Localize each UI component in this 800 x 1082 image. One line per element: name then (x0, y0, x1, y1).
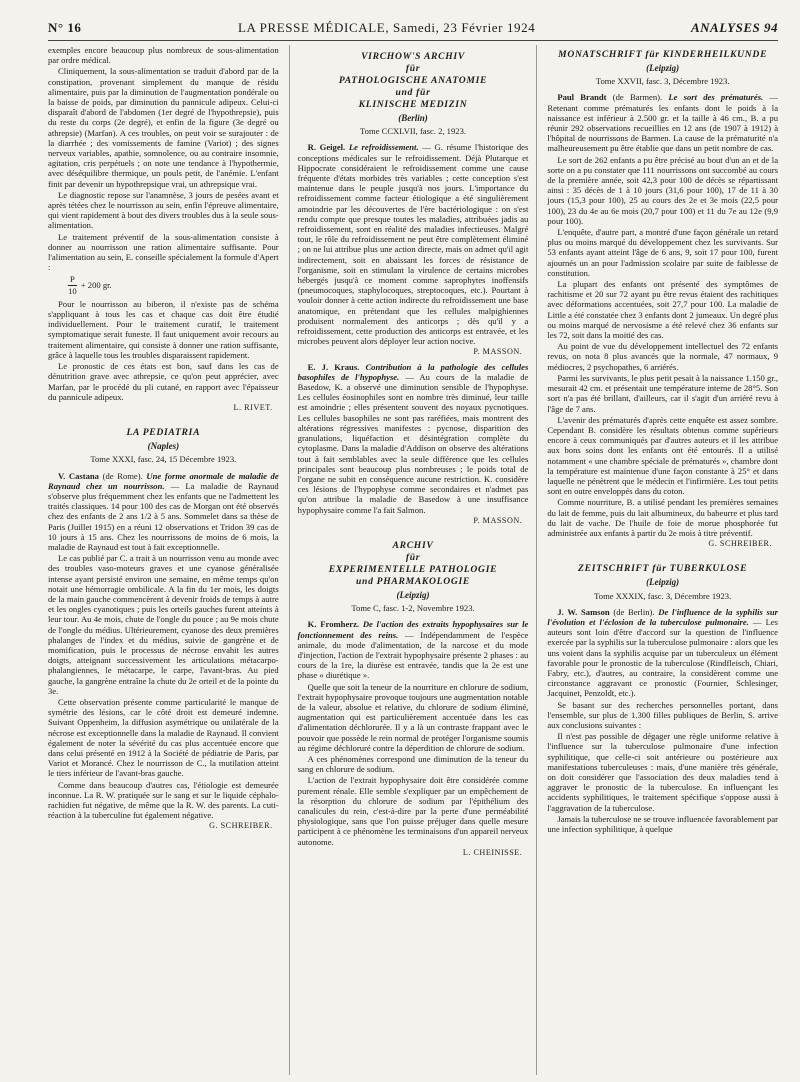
apert-formula (68, 274, 279, 295)
signature: G. SCHREIBER. (708, 539, 773, 549)
article-text: — Les auteurs sont loin d'être d'accord sur la question de l'influence exercée par la syphilis sur la tuberculose pulmonaire : alors que les uns voient dans la syphilis acquise par un tuberculeux un élément favorable pour le pronostic de la tuberculose (Rindfleisch, Chiari, Fabry, etc.), d'autres, au contraire, la considèrent comme une circonstance aggravant ce pronostic (Fournier, Schlesinger, Jacquinet, Penzoldt, etc.). (547, 616, 779, 699)
paragraph: Comme nourriture, B. a utilisé pendant les premières semaines du lait de femme, puis du lait albumineux, du babeurre et plus tard du lait de vache. De l'huile de foie de morue phosphorée fut administrée aux enfants à partir du 2e mois à titre préventif. (547, 497, 779, 538)
journal-heading (48, 427, 279, 464)
paragraph: Cette observation présente comme particularité le manque de symétrie des lésions, car le côté droit est demeuré indemne. Suivant Oppenheim, la diffusion asymétrique ou unilatérale de la nécrose est exceptionnelle dans la maladie de Raynaud. Il convient également de noter la sévérité du cas plus accentuée encore que dans celui présenté en 1912 à la Société de pédiatrie de Paris, par Variot et Morancé. Chez le nourrisson de C., la mutilation atteint le tiers inférieur de l'avant-bras gauche. (48, 696, 279, 779)
paragraph: Parmi les survivants, le plus petit pesait à la naissance 1.150 gr., mesurait 42 cm. et présentait une température interne de 28°5. Son sort n'a pas été brillant, d'ailleurs, car il s'agit d'un arriéré revu à l'âge de 7 ans. (547, 372, 779, 414)
article-title: Une forme anormale de maladie de Raynaud chez un nourrisson. (48, 470, 279, 491)
paragraph: Pour le nourrisson au biberon, il n'existe pas de schéma s'appliquant à tous les cas et chaque cas doit être étudié individuellement. Pour le traitement curatif, le traitement symptomatique serait funeste. Il faut uniquement avoir recours au traitement alimentaire, qui consiste à donner une ration suffisante, grâce à laquelle tous les troubles disparaissent rapidement. (48, 298, 279, 360)
journal-city: (Naples) (147, 441, 180, 452)
article-text: — Retenant comme prématurés les enfants dont le poids à la naissance est inférieur à 2.500 gr. et la taille à 46 cm., B. a pu réunir 292 observations recueillies en 12 ans (de 1907 à 1912) à l'hôpital de nourrissons de Barmen. La cause de la prématurité n'a malheureusement pu être établie que dans un petit nombre de cas. (547, 92, 779, 154)
journal-title: für (405, 63, 421, 74)
journal-title: ZEITSCHRIFT für TUBERKULOSE (578, 563, 748, 575)
paragraph: Comme dans beaucoup d'autres cas, l'étiologie est demeurée inconnue. La R. W. pratiquée sur le sang et sur le liquide céphalo-rachidien fut négative, de même que la R. W. des parents. La cuti-réaction à la tuberculine fut également négative. (48, 779, 279, 821)
article-intro (48, 471, 279, 553)
paragraph: Il n'est pas possible de dégager une règle uniforme relative à l'influence sur la tuberculose pulmonaire d'une infection syphilitique, que celle-ci soit antérieure ou postérieure aux manifestations tuberculeuses : mais, d'une manière très générale, on doit considérer que l'association des deux maladies tend à aggraver le pronostic de la tuberculose. En influençant les accidents syphilitiques, le traitement spécifique s'oppose aussi à l'aggravation de la tuberculose. (547, 731, 779, 813)
signature: L. RIVET. (233, 402, 273, 412)
journal-volume: Tome CCXLVII, fasc. 2, 1923. (360, 126, 467, 137)
paragraph: L'action de l'extrait hypophysaire doit être considérée comme purement rénale. Elle semble s'expliquer par un empêchement de la résorption du chlorure de sodium par l'épithélium des canalicules du rein, c'est-à-dire par la perte d'une perméabilité physiologique, sans que l'on puisse préjuger dans quelle mesure participent à ce phénomène les terminaisons d'un appareil nerveux autonome. (297, 775, 529, 847)
journal-heading (547, 563, 778, 600)
article-author-location: (de Barmen). (612, 92, 663, 103)
article-intro (298, 619, 529, 680)
article-author-location: (de Rome). (102, 470, 143, 481)
signature: P. MASSON. (473, 515, 523, 525)
paragraph: Le diagnostic repose sur l'anamnèse, 3 jours de pesées avant et après tétées chez le nourrisson au sein, enfin l'épreuve alimentaire, qui vient rapidement à bout des divers troubles dus à la seule sous-alimentation. (48, 189, 279, 231)
article-text: — G. résume l'historique des conceptions médicales sur le refroidissement. Déjà Plutarque et Hippocrate considéraient le refroidissement comme une cause fréquente d'états morbides très variables ; cette conception s'est maintenue dans le peuple jusqu'à nos jours. L'importance du refroidissement comme facteur étiologique a été singulièrement amoindrie par les découvertes de l'ère bactériologique : on s'est rendu compte que presque toutes les maladies, attribuées jadis au refroidissement, sont en réalité des maladies infectieuses. Malgré tout, le rôle du refroidissement ne peut être complètement éliminé ; on ne lui attribue plus une action directe, mais on admet qu'il agit indirectement, soit en abaissant les forces de résistance de l'organisme, soit en stimulant la virulence de certains microbes hébergés jusqu'à ce moment comme saprophytes inoffensifs (pneumocoques, staphylocoques, streptocoques, etc.). Pourtant à vouloir donner à cette action indirecte du refroidissement une base anatomique, en prétendant que les cellules malpighiennes produisent normalement des anticorps ; dès qu'il y a refroidissement, cette production des anticorps est entravée, et les microbes peuvent alors déployer leur action nocive. (297, 142, 529, 347)
column-2 (289, 45, 538, 1075)
journal-title: VIRCHOW'S ARCHIV (361, 51, 465, 62)
paragraph: Quelle que soit la teneur de la nourriture en chlorure de sodium, l'extrait hypophysaire provoque toujours une augmentation notable de la valeur, absolue et relative, du chlorure de sodium éliminé, augmentation qui est particulièrement accentuée dans les cas d'alimentation déchlorurée. Il y a là un contraste frappant avec le pouvoir que possède le rein normal de protéger l'organisme soumis au régime déchloruré contre la déperdition de chlorure de sodium. (297, 681, 529, 753)
paragraph: Se basant sur des recherches personnelles portant, dans l'ensemble, sur plus de 1.300 filles publiques de Berlin, S. arrive aux conclusions suivantes : (547, 699, 779, 730)
formula-numerator: P (70, 274, 75, 285)
section-label: ANALYSES 94 (690, 20, 778, 35)
journal-city: (Leipzig) (646, 577, 680, 588)
article-author-location: (de Berlin). (613, 606, 655, 617)
paragraph: La plupart des enfants ont présenté des symptômes de rachitisme et 20 sur 72 ayant pu être revus étaient des rachitiques avec déformations accentuées, soit 27,7 pour 100. La maladie de Little a été constatée chez 3 enfants dont 2 jumeaux. Un degré plus ou moins marqué de nervosisme a été relevé chez 36 enfants sur les 72, soit dans la moitié des cas. (547, 279, 779, 341)
article-title: De l'action des extraits hypophysaires sur le fonctionnement des reins. (297, 619, 529, 640)
journal-heading (298, 540, 529, 613)
article-intro (298, 142, 529, 346)
journal-title: und PHARMAKOLOGIE (356, 575, 470, 587)
formula-remainder: + 200 gr. (80, 280, 112, 291)
paragraph: A ces phénomènes correspond une diminution de la teneur du sang en chlorure de sodium. (297, 753, 529, 775)
journal-heading (547, 49, 778, 86)
paragraph: Le traitement préventif de la sous-alimentation consiste à donner au nourrisson une ration alimentaire suffisante. Pour l'alimentation au sein, E. conseille spécialement la formule d'Apert : (48, 231, 279, 273)
article-title: Le sort des prématurés. (668, 92, 764, 103)
paragraph: Jamais la tuberculose ne se trouve influencée favorablement par une infection syphilitique, à quelque (547, 813, 779, 835)
journal-title: KLINISCHE MEDIZIN (358, 99, 468, 110)
article-author: R. Geigel. (307, 142, 346, 153)
paragraph: Le pronostic de ces états est bon, sauf dans les cas de dénutrition grave avec athrepsie, ce qu'on peut apprécier, avec Marfan, par le procédé du pli cutané, en rapport avec l'épaisseur du pannicule adipeux. (48, 361, 279, 402)
article-title: Contribution à la pathologie des cellules basophiles de l'hypophyse. (297, 361, 529, 382)
paragraph: L'avenir des prématurés d'après cette enquête est assez sombre. Cependant B. considère les résultats obtenus comme supérieurs encore à ceux communiqués par d'autres auteurs et il les attribue aux bons soins dont les enfants ont été entourés. Il a utilisé notamment « une chambre spéciale de prématurés », chambre dont la température est maintenue d'une façon constante à 25° et dans laquelle ne pénètrent que le médecin et l'infirmière. Les tout petits sont en outre enveloppés dans du coton. (547, 414, 779, 497)
journal-city: (Leipzig) (646, 63, 680, 73)
journal-city: (Berlin) (398, 113, 428, 123)
article-author: E. J. Kraus. (307, 361, 360, 372)
signature: L. CHEINISSE. (462, 847, 523, 857)
signature: P. MASSON. (473, 347, 523, 357)
journal-volume: Tome XXXIX, fasc. 3, Décembre 1923. (594, 590, 732, 601)
journal-title: LA PEDIATRIA (126, 427, 201, 439)
page-header (48, 14, 778, 41)
formula-denominator: 10 (68, 285, 77, 296)
article-text: — Indépendamment de l'espèce animale, du mode d'alimentation, de la narcose et du mode d'injection, l'action de l'extrait hypophysaire présente 2 phases : au cours de la 1re, la diurèse est entravée, tandis que la 2e est une phase « diurétique ». (297, 629, 529, 681)
journal-volume: Tome XXXI, fasc. 24, 15 Décembre 1923. (90, 454, 237, 465)
article-intro (298, 362, 529, 515)
article-title: Le refroidissement. (348, 142, 419, 153)
paragraph: Au point de vue du développement intellectuel des 72 enfants revus, on nota 8 plus avancés que la normale, 47 normaux, 9 médiocres, 2 psychopathes, 6 arriérés. (547, 341, 779, 372)
article-text: — Au cours de la maladie de Basedow, K. a observé une diminution sensible de l'hypophyse. Les cellules éosinophiles sont en nombre très diminué, leur taille est amoindrie ; elles présentent souvent des noyaux pycnotiques. Les cellules basophiles ne sont pas raréfiées, mais montrent des altérations régressives manifestes : pycnose, disparition des granulations, liquéfaction et désintégration complète du cytoplasme. Dans la maladie d'Addison on observe des altérations tout à fait semblables avec la seule différence que les cellules principales sont beaucoup plus nombreuses ; le poids total de l'organe ne subit en conséquence aucune restriction. K. considère ces lésions de l'hypophyse comme secondaires et n'admet pas qu'on attribue la maladie de Basedow à une insuffisance hypophysaire comme l'a fait Salmon. (297, 371, 529, 515)
columns (48, 45, 778, 1075)
signature: G. SCHREIBER. (209, 821, 273, 831)
journal-volume: Tome C, fasc. 1-2, Novembre 1923. (351, 603, 475, 614)
article-text: — La maladie de Raynaud s'observe plus fréquemment chez les enfants que ne l'admettent les traités classiques. 14 pour 100 des cas de Morgan ont été observés chez des enfants de 2 ans 1/2 à 5 ans. Sommelet dans sa thèse de Paris (Juillet 1915) en a réuni 12 observations et Tridon 39 cas de 10 jours à 15 ans. Chez les nourrissons de moins de 6 mois, la maladie de Raynaud est tout à fait exceptionnelle. (48, 480, 279, 552)
journal-title: EXPERIMENTELLE PATHOLOGIE (328, 563, 498, 575)
publication-title: LA PRESSE MÉDICALE, Samedi, 23 Février 1924 (238, 20, 536, 35)
article-author: V. Castana (58, 470, 99, 481)
paragraph: Cliniquement, la sous-alimentation se traduit d'abord par de la constipation, provenant simplement du manque de résidu alimentaire, puis par la diminution de l'augmentation pondérale ou la baisse de poids, par diminution du pannicule adipeux. Celui-ci disparaît d'abord de l'abdomen (1er degré de l'hypothrepsie), puis du reste du corps (2e degré), et enfin de la figure (3e degré ou athrepsie) (Marfan). A ces troubles, on peut voir se surajouter : de la diarrhée ; des vomissements de famine (Variot) ; des signes nerveux variables, apathie, somnolence, ou au contraire insomnie, agitation, cris perpétuels ; on note une tendance à l'hypothermie, avec déséquilibre thermique, un pouls petit, de l'anémie. L'enfant finit par devenir un hypothrepsique vrai, un athrepsique vrai. (48, 66, 279, 189)
article-author: K. Fromherz. (307, 619, 360, 630)
column-1 (48, 45, 279, 1075)
page-number: N° 16 (48, 20, 82, 35)
paragraph: Le cas publié par C. a trait à un nourrisson venu au monde avec des troubles vaso-moteurs graves et une cyanose généralisée intense ayant persisté environ une semaine, en même temps qu'on notait une hémorragie ombilicale. A la fin du 1er mois, les doigts de la main gauche commencèrent à devenir froids de temps à autre et les ongles cyanotiques ; puis les orteils gauches furent atteints à leur tour. Au 4e mois, chute de l'ongle du pouce ; au 9e mois chute de l'ongle du médius. Ultérieurement, cyanose des deux premières phalanges de l'index et du médius, suivie de gangrène et de momification, puis le processus de nécrose envahit les autres doigts, atteignant successivement les articulations métacarpo-phalangiennes, le métacarpe, le carpe, l'avant-bras. Au pied gauche, la gangrène entraîne la chute du 2e orteil et de la pointe du 3e. (48, 553, 279, 696)
journal-title: für (405, 551, 421, 563)
paragraph: exemples encore beaucoup plus nombreux de sous-alimentation par ordre médical. (48, 45, 279, 66)
journal-title: PATHOLOGISCHE ANATOMIE (338, 75, 488, 86)
journal-title: ARCHIV (392, 539, 434, 551)
article-intro (547, 607, 778, 699)
article-intro (547, 92, 778, 153)
journal-title: MONATSCHRIFT für KINDERHEILKUNDE (558, 49, 768, 60)
paragraph: Le sort de 262 enfants a pu être précisé au bout d'un an et de la sorte on a pu constater que 111 nourrissons ont succombé au cours de la première année, soit 42,3 pour 100 de décès se répartissant ainsi : 35 décès de 1 à 10 jours (31,6 pour 100), 17 de 11 à 30 jours (15,3 pour 100), 25 au cours des 2e et 3e mois (22,5 pour 100), 23 du 4e au 6e mois (20,7 pour 100) et 11 du 7e au 12e (9,9 pour 100). (547, 154, 779, 226)
formula-fraction (68, 274, 77, 295)
column-3 (547, 45, 778, 1075)
article-author: Paul Brandt (557, 92, 607, 103)
article-author: J. W. Samson (557, 606, 610, 617)
journal-volume: Tome XXVII, fasc. 3, Décembre 1923. (595, 76, 730, 87)
paragraph: L'enquête, d'autre part, a montré d'une façon générale un retard plus ou moins marqué du développement chez les survivants. Sur 53 enfants ayant atteint l'âge de 6 ans, 9, soit 17 pour 100, furent ajournés un an pour l'admission scolaire par suite de faiblesse de constitution. (547, 227, 779, 278)
journal-city: (Leipzig) (396, 589, 430, 600)
journal-heading (298, 51, 529, 136)
journal-title: und für (395, 87, 431, 98)
article-title: De l'influence de la syphilis sur l'évolution et l'éclosion de la tuberculose pulmonaire. (547, 606, 779, 627)
